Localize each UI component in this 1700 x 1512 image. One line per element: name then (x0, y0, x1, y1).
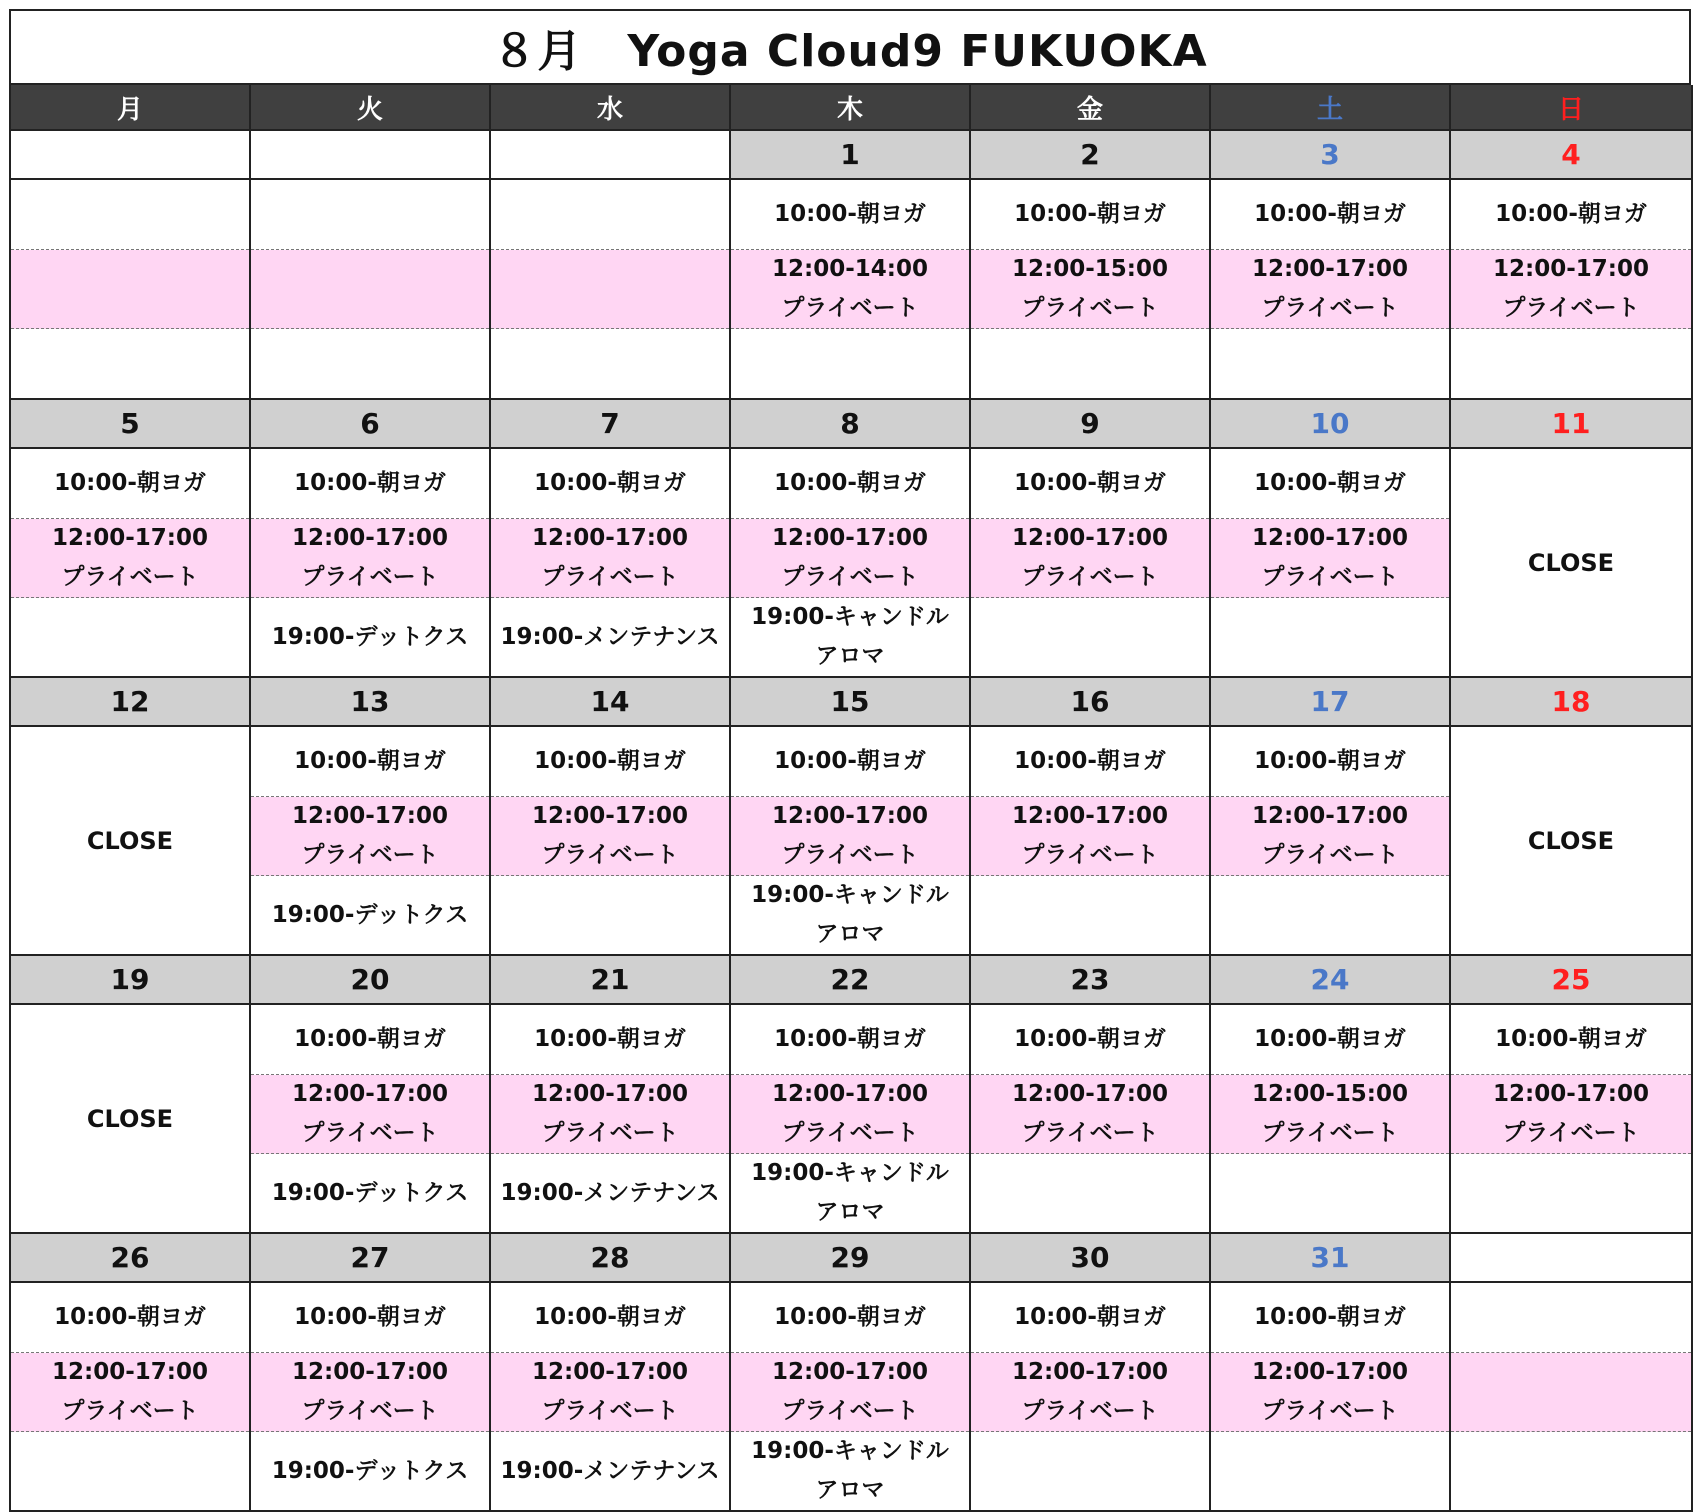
date-row (10, 130, 1692, 179)
slot-time-label: 10:00-朝ヨガ (774, 201, 926, 227)
slot-row (10, 1353, 1692, 1432)
date-cell: 2 (970, 130, 1210, 179)
slot-time-label: 12:00-17:00 (532, 525, 688, 551)
calendar-sheet (9, 9, 1691, 1512)
slot-class-label: プライベート (1261, 295, 1399, 321)
private-slot (250, 797, 490, 876)
slot-time-label: 19:00-デットクス (271, 1457, 469, 1484)
evening-slot (1450, 329, 1692, 400)
morning-slot (250, 726, 490, 797)
date-cell: 1 (730, 130, 970, 179)
evening-slot (490, 598, 730, 678)
slot-row (10, 598, 1692, 678)
private-slot (490, 519, 730, 598)
date-cell: 20 (250, 955, 490, 1004)
evening-slot (490, 1154, 730, 1234)
morning-slot (970, 726, 1210, 797)
date-cell: 17 (1210, 677, 1450, 726)
slot-time-label: 12:00-15:00 (1012, 256, 1168, 282)
date-cell: 27 (250, 1233, 490, 1282)
date-cell: 7 (490, 399, 730, 448)
evening-slot (1450, 1154, 1692, 1234)
slot-time-label: 19:00-キャンドル (751, 882, 949, 908)
slot-row (10, 448, 1692, 519)
slot-class-label: プライベート (1502, 295, 1640, 321)
slot-class-label: プライベート (1502, 1120, 1640, 1146)
morning-slot (1450, 179, 1692, 250)
slot-time-label: 12:00-17:00 (772, 1359, 928, 1385)
slot-time-label: 19:00-キャンドル (751, 1160, 949, 1186)
morning-slot (10, 448, 250, 519)
date-cell: 24 (1210, 955, 1450, 1004)
morning-slot (730, 726, 970, 797)
morning-slot (250, 179, 490, 250)
private-slot (10, 1353, 250, 1432)
slot-time-label: 19:00-デットクス (271, 901, 469, 928)
calendar-body (10, 130, 1692, 1511)
slot-time-label: 10:00-朝ヨガ (1014, 1304, 1166, 1330)
evening-slot (490, 329, 730, 400)
slot-class-label: プライベート (541, 842, 679, 868)
slot-class-label: アロマ (815, 1477, 885, 1503)
evening-slot (730, 598, 970, 678)
private-slot (1210, 1353, 1450, 1432)
date-cell (1450, 1233, 1692, 1282)
evening-slot (970, 598, 1210, 678)
slot-class-label: プライベート (781, 842, 919, 868)
date-row (10, 955, 1692, 1004)
private-slot (970, 1075, 1210, 1154)
slot-class-label: プライベート (301, 564, 439, 590)
slot-time-label: 12:00-17:00 (1252, 256, 1408, 282)
slot-class-label: プライベート (541, 1120, 679, 1146)
private-slot (730, 250, 970, 329)
morning-slot (1210, 726, 1450, 797)
slot-time-label: 12:00-15:00 (1252, 1081, 1408, 1107)
morning-slot (1210, 1282, 1450, 1353)
weekday-mon: 月 (10, 85, 250, 130)
slot-time-label: 19:00-メンテナンス (500, 1457, 720, 1484)
evening-slot (490, 876, 730, 956)
evening-slot (250, 1432, 490, 1512)
slot-row (10, 726, 1692, 797)
slot-time-label: 12:00-17:00 (1012, 525, 1168, 551)
private-slot (250, 1353, 490, 1432)
slot-time-label: 10:00-朝ヨガ (774, 1026, 926, 1052)
morning-slot (250, 1004, 490, 1075)
date-row (10, 399, 1692, 448)
slot-row (10, 876, 1692, 956)
slot-time-label: 10:00-朝ヨガ (294, 1026, 446, 1052)
slot-class-label: プライベート (1021, 295, 1159, 321)
slot-class-label: プライベート (781, 295, 919, 321)
private-slot (250, 250, 490, 329)
date-row (10, 677, 1692, 726)
morning-slot (970, 1004, 1210, 1075)
slot-time-label: 12:00-17:00 (1252, 1359, 1408, 1385)
slot-time-label: 10:00-朝ヨガ (534, 1304, 686, 1330)
date-cell: 29 (730, 1233, 970, 1282)
slot-time-label: 10:00-朝ヨガ (1254, 470, 1406, 496)
evening-slot (250, 598, 490, 678)
private-slot (1210, 519, 1450, 598)
private-slot (1210, 1075, 1450, 1154)
evening-slot (10, 329, 250, 400)
morning-slot (1450, 1282, 1692, 1353)
evening-slot (730, 1432, 970, 1512)
date-cell (490, 130, 730, 179)
slot-row (10, 1004, 1692, 1075)
evening-slot (970, 329, 1210, 400)
private-slot (250, 1075, 490, 1154)
slot-row (10, 179, 1692, 250)
private-slot (10, 519, 250, 598)
evening-slot (250, 329, 490, 400)
private-slot (970, 797, 1210, 876)
private-slot (1210, 250, 1450, 329)
slot-time-label: 12:00-17:00 (292, 803, 448, 829)
slot-time-label: 10:00-朝ヨガ (1014, 748, 1166, 774)
evening-slot (970, 876, 1210, 956)
date-cell: 11 (1450, 399, 1692, 448)
private-slot (1450, 250, 1692, 329)
weekday-wed: 水 (490, 85, 730, 130)
private-slot (730, 1075, 970, 1154)
private-slot (1450, 1075, 1692, 1154)
date-cell: 12 (10, 677, 250, 726)
slot-class-label: プライベート (781, 564, 919, 590)
morning-slot (490, 726, 730, 797)
slot-class-label: アロマ (815, 1199, 885, 1225)
date-cell: 28 (490, 1233, 730, 1282)
evening-slot (10, 1432, 250, 1512)
slot-class-label: プライベート (61, 564, 199, 590)
morning-slot (730, 1004, 970, 1075)
slot-time-label: 12:00-17:00 (772, 1081, 928, 1107)
private-slot (730, 1353, 970, 1432)
date-cell: 5 (10, 399, 250, 448)
close-cell: CLOSE (1450, 448, 1692, 677)
private-slot (970, 1353, 1210, 1432)
slot-time-label: 12:00-17:00 (532, 1081, 688, 1107)
date-cell: 31 (1210, 1233, 1450, 1282)
date-cell: 26 (10, 1233, 250, 1282)
date-cell (250, 130, 490, 179)
evening-slot (10, 598, 250, 678)
date-cell: 3 (1210, 130, 1450, 179)
slot-time-label: 10:00-朝ヨガ (1014, 470, 1166, 496)
evening-slot (1210, 1432, 1450, 1512)
slot-time-label: 19:00-メンテナンス (500, 623, 720, 650)
private-slot (250, 519, 490, 598)
slot-time-label: 10:00-朝ヨガ (774, 748, 926, 774)
date-cell: 30 (970, 1233, 1210, 1282)
date-cell: 10 (1210, 399, 1450, 448)
morning-slot (490, 448, 730, 519)
private-slot (1210, 797, 1450, 876)
slot-time-label: 12:00-17:00 (292, 525, 448, 551)
date-cell: 13 (250, 677, 490, 726)
morning-slot (1210, 179, 1450, 250)
slot-time-label: 12:00-14:00 (772, 256, 928, 282)
morning-slot (1450, 1004, 1692, 1075)
slot-class-label: プライベート (541, 1398, 679, 1424)
evening-slot (1210, 598, 1450, 678)
private-slot (730, 797, 970, 876)
slot-time-label: 10:00-朝ヨガ (774, 1304, 926, 1330)
private-slot (490, 797, 730, 876)
slot-class-label: プライベート (1021, 1120, 1159, 1146)
evening-slot (970, 1432, 1210, 1512)
slot-time-label: 12:00-17:00 (1252, 803, 1408, 829)
morning-slot (730, 448, 970, 519)
slot-time-label: 12:00-17:00 (1252, 525, 1408, 551)
evening-slot (1210, 876, 1450, 956)
date-cell: 25 (1450, 955, 1692, 1004)
slot-time-label: 10:00-朝ヨガ (1254, 748, 1406, 774)
date-cell: 18 (1450, 677, 1692, 726)
slot-time-label: 19:00-キャンドル (751, 604, 949, 630)
date-cell: 4 (1450, 130, 1692, 179)
weekday-sun: 日 (1450, 85, 1692, 130)
slot-time-label: 10:00-朝ヨガ (534, 470, 686, 496)
slot-row (10, 329, 1692, 400)
slot-time-label: 19:00-キャンドル (751, 1438, 949, 1464)
morning-slot (490, 1282, 730, 1353)
slot-row (10, 250, 1692, 329)
private-slot (490, 250, 730, 329)
close-cell: CLOSE (10, 1004, 250, 1233)
date-cell (10, 130, 250, 179)
date-cell: 6 (250, 399, 490, 448)
evening-slot (730, 1154, 970, 1234)
slot-class-label: プライベート (1261, 564, 1399, 590)
slot-row (10, 1282, 1692, 1353)
private-slot (970, 519, 1210, 598)
slot-time-label: 10:00-朝ヨガ (1014, 201, 1166, 227)
slot-class-label: プライベート (781, 1398, 919, 1424)
slot-class-label: プライベート (1261, 1120, 1399, 1146)
slot-time-label: 19:00-デットクス (271, 623, 469, 650)
date-row (10, 1233, 1692, 1282)
slot-row (10, 1154, 1692, 1234)
close-cell: CLOSE (10, 726, 250, 955)
slot-time-label: 10:00-朝ヨガ (534, 1026, 686, 1052)
morning-slot (970, 1282, 1210, 1353)
evening-slot (1210, 329, 1450, 400)
morning-slot (250, 1282, 490, 1353)
morning-slot (10, 1282, 250, 1353)
morning-slot (730, 1282, 970, 1353)
morning-slot (1210, 448, 1450, 519)
page-title: ８月 Yoga Cloud9 FUKUOKA (9, 9, 1691, 85)
evening-slot (250, 1154, 490, 1234)
slot-row (10, 519, 1692, 598)
slot-time-label: 12:00-17:00 (52, 1359, 208, 1385)
morning-slot (490, 179, 730, 250)
evening-slot (970, 1154, 1210, 1234)
date-cell: 8 (730, 399, 970, 448)
private-slot (970, 250, 1210, 329)
slot-class-label: プライベート (541, 564, 679, 590)
slot-class-label: プライベート (301, 1120, 439, 1146)
morning-slot (730, 179, 970, 250)
slot-time-label: 12:00-17:00 (292, 1359, 448, 1385)
slot-class-label: プライベート (1021, 842, 1159, 868)
slot-time-label: 10:00-朝ヨガ (294, 470, 446, 496)
slot-time-label: 12:00-17:00 (772, 525, 928, 551)
evening-slot (730, 329, 970, 400)
date-cell: 19 (10, 955, 250, 1004)
slot-time-label: 10:00-朝ヨガ (1014, 1026, 1166, 1052)
private-slot (10, 250, 250, 329)
slot-time-label: 12:00-17:00 (1012, 1081, 1168, 1107)
slot-time-label: 12:00-17:00 (1493, 1081, 1649, 1107)
slot-class-label: プライベート (1021, 564, 1159, 590)
slot-time-label: 19:00-デットクス (271, 1179, 469, 1206)
slot-time-label: 10:00-朝ヨガ (1254, 1304, 1406, 1330)
evening-slot (490, 1432, 730, 1512)
morning-slot (970, 179, 1210, 250)
slot-time-label: 10:00-朝ヨガ (1495, 1026, 1647, 1052)
slot-class-label: プライベート (1021, 1398, 1159, 1424)
calendar-table (9, 85, 1693, 1512)
slot-row (10, 1432, 1692, 1512)
slot-class-label: アロマ (815, 643, 885, 669)
weekday-header-row (10, 85, 1692, 130)
date-cell: 9 (970, 399, 1210, 448)
slot-time-label: 10:00-朝ヨガ (534, 748, 686, 774)
slot-time-label: 10:00-朝ヨガ (1254, 1026, 1406, 1052)
slot-time-label: 10:00-朝ヨガ (294, 1304, 446, 1330)
evening-slot (730, 876, 970, 956)
morning-slot (10, 179, 250, 250)
slot-time-label: 12:00-17:00 (1012, 1359, 1168, 1385)
slot-class-label: アロマ (815, 921, 885, 947)
private-slot (1450, 1353, 1692, 1432)
private-slot (490, 1353, 730, 1432)
slot-time-label: 12:00-17:00 (1012, 803, 1168, 829)
weekday-tue: 火 (250, 85, 490, 130)
date-cell: 14 (490, 677, 730, 726)
evening-slot (1210, 1154, 1450, 1234)
weekday-fri: 金 (970, 85, 1210, 130)
slot-time-label: 12:00-17:00 (772, 803, 928, 829)
slot-time-label: 10:00-朝ヨガ (1495, 201, 1647, 227)
date-cell: 15 (730, 677, 970, 726)
date-cell: 22 (730, 955, 970, 1004)
close-cell: CLOSE (1450, 726, 1692, 955)
private-slot (730, 519, 970, 598)
slot-time-label: 10:00-朝ヨガ (54, 470, 206, 496)
slot-class-label: プライベート (1261, 842, 1399, 868)
slot-row (10, 797, 1692, 876)
slot-row (10, 1075, 1692, 1154)
slot-class-label: プライベート (1261, 1398, 1399, 1424)
morning-slot (970, 448, 1210, 519)
slot-time-label: 10:00-朝ヨガ (774, 470, 926, 496)
morning-slot (1210, 1004, 1450, 1075)
slot-time-label: 10:00-朝ヨガ (294, 748, 446, 774)
slot-time-label: 10:00-朝ヨガ (1254, 201, 1406, 227)
evening-slot (250, 876, 490, 956)
slot-time-label: 12:00-17:00 (532, 803, 688, 829)
slot-class-label: プライベート (301, 842, 439, 868)
slot-time-label: 19:00-メンテナンス (500, 1179, 720, 1206)
slot-time-label: 12:00-17:00 (52, 525, 208, 551)
slot-class-label: プライベート (61, 1398, 199, 1424)
slot-time-label: 12:00-17:00 (532, 1359, 688, 1385)
weekday-sat: 土 (1210, 85, 1450, 130)
weekday-thu: 木 (730, 85, 970, 130)
date-cell: 16 (970, 677, 1210, 726)
morning-slot (250, 448, 490, 519)
evening-slot (1450, 1432, 1692, 1512)
slot-time-label: 12:00-17:00 (1493, 256, 1649, 282)
date-cell: 21 (490, 955, 730, 1004)
morning-slot (490, 1004, 730, 1075)
slot-time-label: 12:00-17:00 (292, 1081, 448, 1107)
date-cell: 23 (970, 955, 1210, 1004)
slot-class-label: プライベート (781, 1120, 919, 1146)
slot-time-label: 10:00-朝ヨガ (54, 1304, 206, 1330)
private-slot (490, 1075, 730, 1154)
slot-class-label: プライベート (301, 1398, 439, 1424)
